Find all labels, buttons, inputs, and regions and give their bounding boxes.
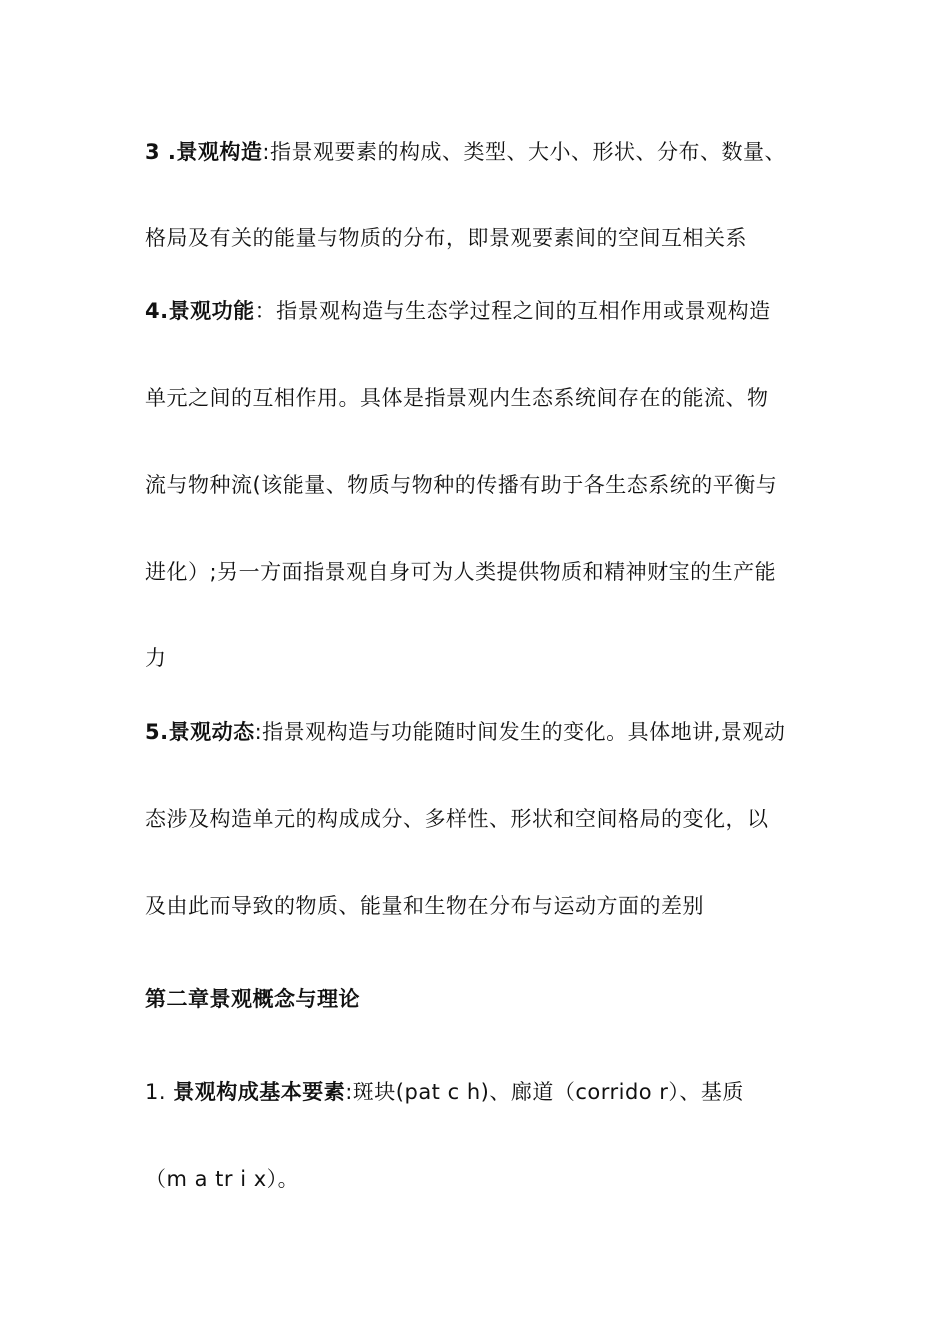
section5-prefix: 5.	[145, 720, 169, 744]
section3-line1	[145, 137, 815, 167]
section4-term: 景观功能	[168, 299, 255, 323]
item1-term: 景观构成基本要素	[173, 1080, 346, 1104]
section5-line1	[145, 717, 815, 747]
item1-line2: （m a tr i x）。	[145, 1167, 300, 1191]
item1-line1	[145, 1077, 815, 1107]
section3-definition-start: :指景观要素的构成、类型、大小、形状、分布、数量、	[262, 140, 786, 164]
section4-prefix: 4.	[145, 299, 169, 323]
section4-line2: 单元之间的互相作用。具体是指景观内生态系统间存在的能流、物	[145, 386, 769, 410]
section4-line5: 力	[145, 646, 167, 670]
section5-term: 景观动态	[168, 720, 255, 744]
item1-prefix: 1.	[145, 1080, 174, 1104]
section4-line4: 进化）;另一方面指景观自身可为人类提供物质和精神财宝的生产能	[145, 560, 777, 584]
section4-line3: 流与物种流(该能量、物质与物种的传播有助于各生态系统的平衡与	[145, 473, 778, 497]
section3-line2: 格局及有关的能量与物质的分布，即景观要素间的空间互相关系	[145, 226, 747, 250]
section5-line2: 态涉及构造单元的构成成分、多样性、形状和空间格局的变化，以	[145, 807, 769, 831]
chapter2-heading: 第二章景观概念与理论	[145, 987, 360, 1011]
section5-definition-start: :指景观构造与功能随时间发生的变化。具体地讲,景观动	[254, 720, 786, 744]
section4-line1	[145, 296, 815, 326]
section3-prefix: 3 .	[145, 140, 177, 164]
item1-definition-start: :斑块(pat c h)、廊道（corrido r）、基质	[345, 1080, 744, 1104]
section4-definition-start: ：指景观构造与生态学过程之间的互相作用或景观构造	[254, 299, 771, 323]
section5-line3: 及由此而导致的物质、能量和生物在分布与运动方面的差别	[145, 894, 704, 918]
section3-term: 景观构造	[176, 140, 263, 164]
